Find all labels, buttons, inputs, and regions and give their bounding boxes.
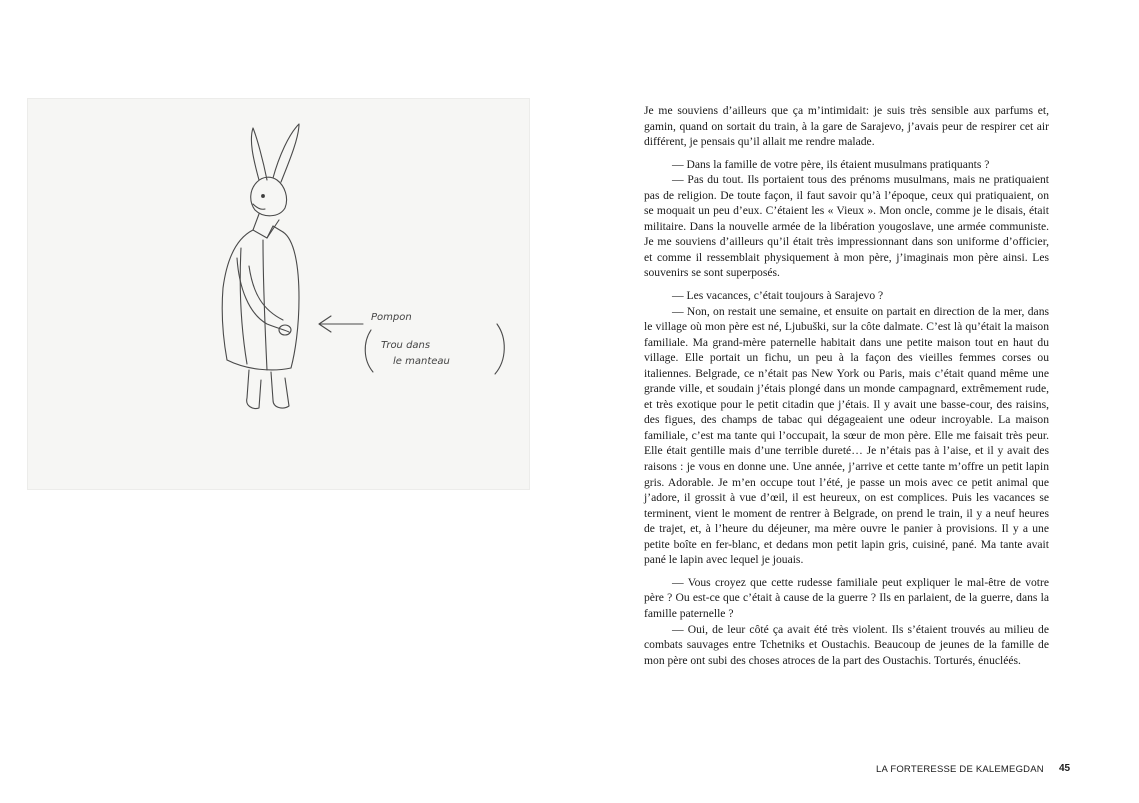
rabbit-sketch-image: [27, 98, 530, 490]
paragraph-question: — Dans la famille de votre père, ils étaient musulmans pratiquants ?: [672, 157, 990, 171]
sketch-label-line2: Trou dans: [381, 340, 431, 351]
sketch-label-line3: le manteau: [393, 356, 450, 367]
running-title: LA FORTERESSE DE KALEMEGDAN: [876, 764, 1044, 775]
paragraph-question: — Les vacances, c’était toujours à Sarajevo ?: [672, 289, 884, 303]
paragraph: — Pas du tout. Ils portaient tous des prénoms musulmans, mais ne pratiquaient pas de religion. De toute façon, il faut savoir qu’à l’époque, ceux qui pratiquaient, on se moquait un peu d’eux. C’étaient les « Vieux ». Mon oncle, comme je le disais, était militaire. Dans la nouvelle armée de la libération yougoslave, une armée communiste. Je me souviens d’ailleurs qu’il était très impressionnant dans son uniforme d’officier, et comme il ressemblait physiquement à mon père, j’imaginais mon père ainsi. Les souvenirs se sont superposés.: [644, 173, 1049, 280]
paragraph-question: — Vous croyez que cette rudesse familiale peut expliquer le mal-être de votre père ? Ou est-ce que c’était à cause de la guerre ? Ils en parlaient, de la guerre, dans la famille paternelle ?: [644, 575, 1049, 620]
paragraph: — Non, on restait une semaine, et ensuite on partait en direction de la mer, dans le village où mon père est né, Ljubuški, sur la côte dalmate. C’est là qu’était la maison familiale. Ma grand-mère paternelle habitait dans une petite maison tout en haut du village. Elle portait un fichu, un peu à la façon des vieilles femmes corses ou italiennes. Belgrade, ce n’était pas New York ou Paris, mais c’était quand même une grande ville, et soudain j’étais plongé dans un monde campagnard, extrêmement rude, et très exotique pour le petit citadin que j’étais. Il y avait une basse-cour, des raisins, des figues, des champs de tabac qui dégageaient une odeur incroyable. La maison familiale, c’est ma tante qui l’occupait, la sœur de mon père. Elle me faisait très peur. Elle était gentille mais d’une terrible dureté… Je n’étais pas à l’aise, et il y avait des raisons : je vous en donne une. Une année, j’arrive et cette tante m’offre un petit lapin gris. Adorable. Je m’en occupe tout l’été, je passe un mois avec ce petit animal que j’adore, il grossit à vue d’œil, il est heureux, on est complices. Puis les vacances se terminent, vient le moment de rentrer à Belgrade, on prend le train, il y a neuf heures de trajet, et, à l’heure du déjeuner, ma mère ouvre le panier à provisions. Il y a une petite boîte en fer-blanc, et dedans mon petit lapin gris, cuisiné, pané. Ma tante avait pané le lapin avec lequel je jouais.: [644, 304, 1049, 567]
paragraph: — Oui, de leur côté ça avait été très violent. Ils s’étaient trouvés au milieu de combats sauvages entre Tchetniks et Oustachis. Beaucoup de jeunes de la famille de mon père ont subi des choses atroces de la part des Oustachis. Torturés, énucléés.: [644, 622, 1049, 667]
page-number: 45: [1059, 763, 1071, 774]
sketch-label-pompon: Pompon: [371, 312, 412, 323]
paragraph: Je me souviens d’ailleurs que ça m’intimidait: je suis très sensible aux parfums et, gamin, quand on sortait du train, à la gare de Sarajevo, j’avais peur de respirer cet air différent, je pensais qu’il allait me rendre malade.: [644, 104, 1049, 149]
rabbit-drawing: [222, 124, 504, 409]
body-text-column: [644, 103, 1049, 668]
